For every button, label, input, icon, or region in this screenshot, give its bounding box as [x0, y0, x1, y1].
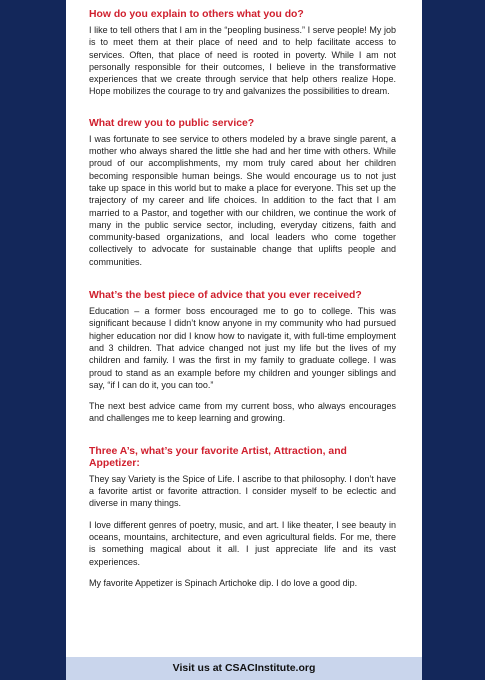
- right-border-band: [422, 0, 485, 680]
- qa-section-best-advice: [89, 290, 396, 425]
- qa-section-three-as: [89, 446, 396, 589]
- question-heading: Three A’s, what’s your favorite Artist, Attraction, and Appetizer:: [89, 445, 347, 469]
- qa-section-public-service: [89, 118, 396, 268]
- footer-website-link[interactable]: Visit us at CSACInstitute.org: [66, 657, 422, 680]
- question-heading: What drew you to public service?: [89, 117, 255, 129]
- answer-paragraph: I like to tell others that I am in the “peopling business.” I serve people! My job is to meet them at their place of need and to help facilitate access to services. Often, that place of need is rooted in poverty. While I am not personally responsible for their outcomes, I believe in the transformative experiences that we create through service that help others realize Hope. Hope mobilizes the courage to try and galvanizes the possibilities to dream.: [89, 25, 396, 97]
- answer-paragraph: Education – a former boss encouraged me to go to college. This was significant because I didn’t know anyone in my community who had pursued higher education nor did I know how to navigate it, with full-time employment and 3 children. That advice changed not just my life but the lives of my children and family. I was the first in my family to graduate college. I was proud to stand as an example before my children and younger siblings and say, “if I can do it, you can too.”: [89, 306, 396, 390]
- interview-content: [89, 9, 396, 609]
- answer-paragraph: My favorite Appetizer is Spinach Artichoke dip. I do love a good dip.: [89, 577, 358, 588]
- question-heading: How do you explain to others what you do?: [89, 9, 304, 20]
- question-heading: What’s the best piece of advice that you ever received?: [89, 290, 362, 302]
- answer-paragraph: I was fortunate to see service to others modeled by a brave single parent, a mother who always shared the little she had and her time with others. While proud of our accomplishments, my mom truly cared about her children becoming responsible human beings. She would encourage us to not just take up space in this world but to make a place for everyone. This set up the trajectory of my career and life choices. In addition to the fact that I am married to a Pastor, and together with our children, we continue the work of many in the public service sector, including, everyday citizens, faith and community-based organizations, and local leaders who come together collectively to advocate for sustainable change that uplifts people and communities.: [89, 133, 396, 267]
- answer-paragraph: They say Variety is the Spice of Life. I ascribe to that philosophy. I don’t have a favorite artist or favorite attraction. I consider myself to be eclectic and diverse in many things.: [89, 473, 396, 509]
- left-border-band: [0, 0, 66, 680]
- qa-section-explain-work: [89, 9, 396, 98]
- answer-paragraph: The next best advice came from my current boss, who always encourages and challenges me to keep learning and growing.: [89, 401, 396, 424]
- answer-paragraph: I love different genres of poetry, music, and art. I like theater, I see beauty in oceans, mountains, architecture, and even agricultural fields. For me, there is something magical about it all. I just appreciate life and its vast experiences.: [89, 519, 396, 567]
